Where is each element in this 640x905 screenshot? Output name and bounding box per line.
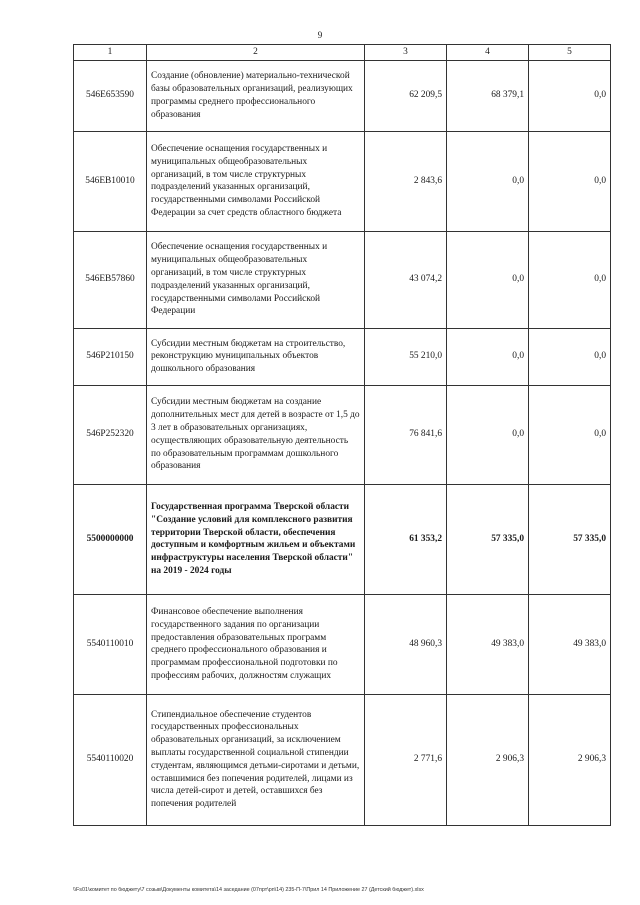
column-header-4: 4 xyxy=(447,45,529,61)
row-description: Государственная программа Тверской области "Создание условий для комплексного развития территории Тверской области, обеспечения доступным и комфортным жильем и объектами инфраструктуры населения Тверской области" на 2019 - 2024 годы xyxy=(147,484,365,594)
row-code: 546EB10010 xyxy=(74,131,147,231)
row-description: Стипендиальное обеспечение студентов государственных профессиональных образовательных организаций, за исключением выплаты государственной социальной стипендии студентам, являющимся детьми-сиротами и детьми, оставшимися без попечения родителей, лицами из числа детей-сирот и детей, оставшихся без попечения родителей xyxy=(147,694,365,825)
row-value-col4: 0,0 xyxy=(447,231,529,328)
row-value-col3: 48 960,3 xyxy=(365,594,447,694)
row-value-col4: 0,0 xyxy=(447,385,529,484)
file-path-footer: \\Fs01\комитет по бюджету\7 созыв\Документы комитета\14 заседание (07прт\рп\14) 235-П-7\Прил 14 Приложение 27 (Детский бюджет).xlsx xyxy=(73,887,424,893)
row-value-col5: 49 383,0 xyxy=(529,594,611,694)
row-value-col5: 0,0 xyxy=(529,131,611,231)
table-row-program xyxy=(74,484,611,594)
row-value-col5: 57 335,0 xyxy=(529,484,611,594)
row-value-col3: 2 843,6 xyxy=(365,131,447,231)
row-code: 546P252320 xyxy=(74,385,147,484)
row-description: Субсидии местным бюджетам на строительство, реконструкцию муниципальных объектов дошкольного образования xyxy=(147,328,365,385)
column-header-5: 5 xyxy=(529,45,611,61)
row-description: Обеспечение оснащения государственных и муниципальных общеобразовательных организаций, в том числе структурных подразделений указанных организаций, государственными символами Российской Федерации за счет средств областного бюджета xyxy=(147,131,365,231)
row-code: 546E653590 xyxy=(74,60,147,131)
row-description: Субсидии местным бюджетам на создание дополнительных мест для детей в возрасте от 1,5 до 3 лет в образовательных организациях, осуществляющих образовательную деятельность по образовательным программам дошкольного образования xyxy=(147,385,365,484)
row-value-col5: 0,0 xyxy=(529,60,611,131)
row-code: 546EB57860 xyxy=(74,231,147,328)
row-value-col3: 55 210,0 xyxy=(365,328,447,385)
row-value-col4: 2 906,3 xyxy=(447,694,529,825)
row-value-col5: 2 906,3 xyxy=(529,694,611,825)
row-description: Создание (обновление) материально-технической базы образовательных организаций, реализующих программы среднего профессионального образования xyxy=(147,60,365,131)
row-value-col3: 61 353,2 xyxy=(365,484,447,594)
row-value-col4: 0,0 xyxy=(447,131,529,231)
table-row xyxy=(74,694,611,825)
row-value-col5: 0,0 xyxy=(529,328,611,385)
row-value-col4: 49 383,0 xyxy=(447,594,529,694)
row-value-col4: 0,0 xyxy=(447,328,529,385)
row-value-col3: 43 074,2 xyxy=(365,231,447,328)
column-header-3: 3 xyxy=(365,45,447,61)
row-value-col3: 62 209,5 xyxy=(365,60,447,131)
column-header-2: 2 xyxy=(147,45,365,61)
row-description: Финансовое обеспечение выполнения государственного задания по организации предоставления образовательных программ среднего профессионального образования и программам профессиональной подготовки по профессиям рабочих, должностям служащих xyxy=(147,594,365,694)
row-code: 5500000000 xyxy=(74,484,147,594)
table-row xyxy=(74,328,611,385)
row-value-col3: 76 841,6 xyxy=(365,385,447,484)
page-number: 9 xyxy=(317,30,323,40)
table-row xyxy=(74,131,611,231)
row-value-col4: 57 335,0 xyxy=(447,484,529,594)
row-code: 546P210150 xyxy=(74,328,147,385)
column-header-1: 1 xyxy=(74,45,147,61)
row-value-col4: 68 379,1 xyxy=(447,60,529,131)
row-value-col5: 0,0 xyxy=(529,231,611,328)
row-code: 5540110010 xyxy=(74,594,147,694)
table-row xyxy=(74,60,611,131)
row-value-col5: 0,0 xyxy=(529,385,611,484)
table-row xyxy=(74,231,611,328)
budget-table xyxy=(73,44,611,826)
table-row xyxy=(74,385,611,484)
table-header-row xyxy=(74,45,611,61)
row-description: Обеспечение оснащения государственных и муниципальных общеобразовательных организаций, в том числе структурных подразделений указанных организаций, государственными символами Российской Федерации xyxy=(147,231,365,328)
row-code: 5540110020 xyxy=(74,694,147,825)
table-row xyxy=(74,594,611,694)
row-value-col3: 2 771,6 xyxy=(365,694,447,825)
